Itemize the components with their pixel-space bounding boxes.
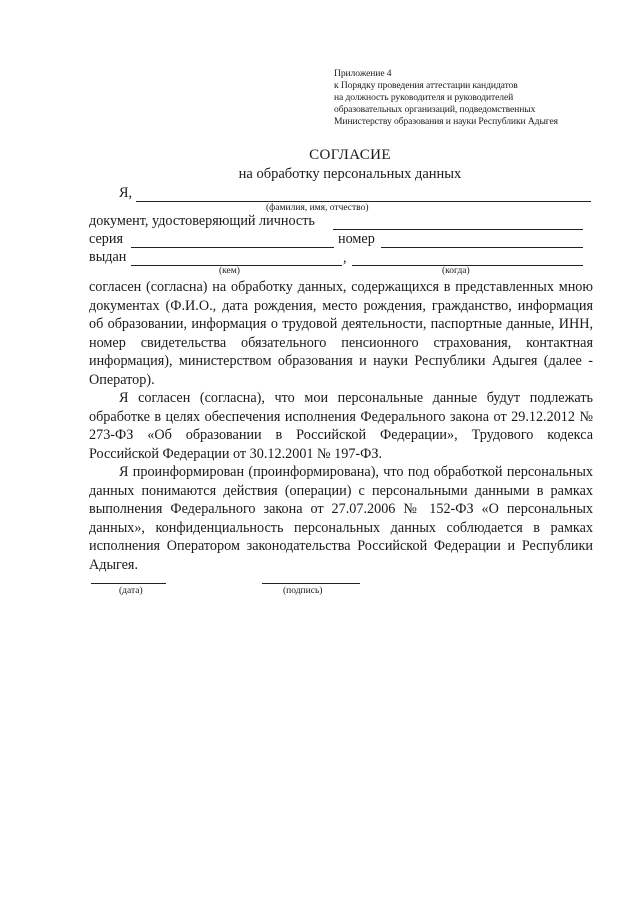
series-label: серия [89,231,123,247]
consent-body [89,278,593,574]
comma: , [343,250,347,266]
date-caption: (дата) [119,586,143,596]
signature-field-line[interactable] [262,583,360,584]
appendix-line: на должность руководителя и руководителей [334,92,514,103]
paragraph-informed: Я проинформирован (проинформирована), что под обработкой персональных данных понимаются действия (операции) с персональными данными в рамках выполнения Федерального закона от 27.07.2006 № 152-ФЗ «О персональных данных», конфиденциальность персональных данных соблюдается в рамках исполнения Оператором законодательства Российской Федерации и Республики Адыгея. [89,464,593,573]
document-label: документ, удостоверяющий личность [89,213,315,229]
i-label: Я, [119,185,133,201]
series-field-line[interactable] [131,247,334,248]
document-subtitle: на обработку персональных данных [238,166,462,182]
document-title: СОГЛАСИЕ [309,147,391,163]
fio-caption: (фамилия, имя, отчество) [266,203,369,213]
appendix-line: образовательных организаций, подведомственных [334,104,536,115]
by-whom-caption: (кем) [219,266,240,276]
appendix-header [334,68,624,128]
appendix-line: Приложение 4 [334,68,392,79]
document-field-line[interactable] [333,229,583,230]
signature-caption: (подпись) [283,586,323,596]
number-label: номер [338,231,375,247]
appendix-line: к Порядку проведения аттестации кандидатов [334,80,518,91]
number-field-line[interactable] [381,247,583,248]
appendix-line: Министерству образования и науки Республики Адыгея [334,116,558,127]
date-field-line[interactable] [91,583,166,584]
when-caption: (когда) [442,266,470,276]
issued-label: выдан [89,249,127,265]
fio-field-line[interactable] [136,201,591,202]
paragraph-consent-purpose: Я согласен (согласна), что мои персональные данные будут подлежать обработке в целях обеспечения исполнения Федерального закона от 29.12.2012 № 273-ФЗ «Об образовании в Российской Федерации», Трудового кодекса Российской Федерации от 30.12.2001 № 197-ФЗ. [89,390,593,462]
paragraph-processing-scope: согласен (согласна) на обработку данных, содержащихся в представленных мною документах (Ф.И.О., дата рождения, место рождения, гражданство, информация об образовании, информация о трудовой деятельности, паспортные данные, ИНН, номер свидетельства обязательного пенсионного страхования, контактная информация), министерством образования и науки Республики Адыгея (далее - Оператор). [89,279,593,388]
